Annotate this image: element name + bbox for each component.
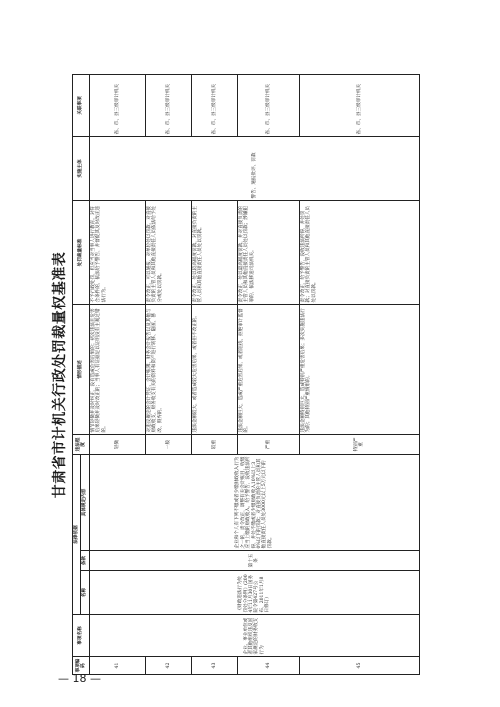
row-circumstances: 违法金额特别巨大，造成特别严重危害后果；多次实施违法行为的；其他特别严重情形的。 xyxy=(299,304,419,434)
row-criteria: 责令改正，处以最高幅度罚款，并对直接负责的主管人员和其他直接责任人员处以罚款；涉嫌犯罪的，依法移送司法机关。 xyxy=(237,200,299,304)
row-num: 42 xyxy=(145,657,191,675)
row-law-name: 《财政违法行为处罚处分条例》(2004年11月30日国务院令第427号公布，2011年1月8日修订) xyxy=(89,571,419,615)
row-name: 企业、事业单位或者其他组织违反国家规定的财务收支行为 xyxy=(89,615,419,657)
page-number: — 18 — xyxy=(58,672,101,685)
row-circumstances: 情节轻微并及时纠正，没有造成危害后果的；初次违法且危害后果轻微并及时改正的；当事人有证据足以证明没有主观过错的。 xyxy=(89,304,145,434)
header-article: 条款 xyxy=(81,551,89,571)
row-content: 企业和个人有下列不缴或者少缴财政收入行为之一的，责令改正，调整有关会计账目，收缴应当上缴的财政收入，给予警告，没收违法所得，并处不缴或者少缴财政收入10%以上30%以下的罚款；对直接负责的主管人员和其他直接责任人员处3000元以上5万元以下的罚款。 xyxy=(89,454,419,550)
row-num: 45 xyxy=(299,657,419,675)
header-criteria: 处罚裁量标准 xyxy=(73,200,90,304)
table-row xyxy=(89,74,145,674)
rotated-page xyxy=(50,75,460,675)
row-remark: 省、市、县三级审计机关 xyxy=(145,74,191,136)
row-remark: 省、市、县三级审计机关 xyxy=(89,74,145,136)
row-degree: 特别严重 xyxy=(299,434,419,454)
row-criteria: 责令改正，处以较高幅度罚款，对直接负责的主管人员和其他直接责任人员处以罚款。 xyxy=(191,200,237,304)
row-remark: 省、市、县三级审计机关 xyxy=(299,74,419,136)
row-circumstances: 违法金额较大，或者造成较大危害后果，或者拒不改正的。 xyxy=(191,304,237,434)
header-circumstances: 情形描述 xyxy=(73,304,90,434)
row-num: 43 xyxy=(191,657,237,675)
penalty-standard-table xyxy=(72,74,420,675)
row-criteria: 不予行政处罚，但应当对当事人进行教育。对符合条件的，依法给予警告，并督促其及时改正违法行为。 xyxy=(89,200,145,304)
row-circumstances: 违法金额巨大，造成严重危害后果，或者阻挠、拒绝审计监督的。 xyxy=(237,304,299,434)
row-agency: 警告、通报批评、罚款 xyxy=(89,136,419,200)
row-num: 41 xyxy=(89,657,145,675)
header-name: 事项名称 xyxy=(73,615,90,657)
header-num: 事项编码 xyxy=(73,657,90,675)
row-num: 44 xyxy=(237,657,299,675)
document-title: 甘肃省市计机关行政处罚裁量权基准表 xyxy=(52,251,68,499)
row-degree: 一般 xyxy=(145,434,191,454)
header-remark: 关联事项 xyxy=(73,74,90,136)
row-criteria: 责令改正，给予警告，没收违法所得，并处罚款；对直接负责的主管人员和其他直接责任人员处以罚款。 xyxy=(299,200,419,304)
row-remark: 省、市、县三级审计机关 xyxy=(237,74,299,136)
header-law-name: 名称 xyxy=(81,571,89,615)
header-degree: 违法程度 xyxy=(73,434,90,454)
row-criteria: 责令改正，可以通报，对单位处以罚款，对直接负责的主管人员和其他直接责任人员依法给予处分或处以罚款。 xyxy=(145,200,191,304)
row-degree: 较重 xyxy=(191,434,237,454)
header-agency: 实施主体 xyxy=(73,136,90,200)
header-legal-basis: 法律依据 xyxy=(73,454,81,614)
row-circumstances: 对违反规定的会计凭证、会计账簿、财务会计报告以及其他与财政收支、财务收支有关的资料和资产进行转移、隐匿、篡改、毁弃的。 xyxy=(145,304,191,434)
header-content: 具体规定内容 xyxy=(81,454,89,550)
row-degree: 严重 xyxy=(237,434,299,454)
row-remark: 省、市、县三级审计机关 xyxy=(191,74,237,136)
row-degree: 轻微 xyxy=(89,434,145,454)
row-article: 第十五条 xyxy=(89,551,419,571)
